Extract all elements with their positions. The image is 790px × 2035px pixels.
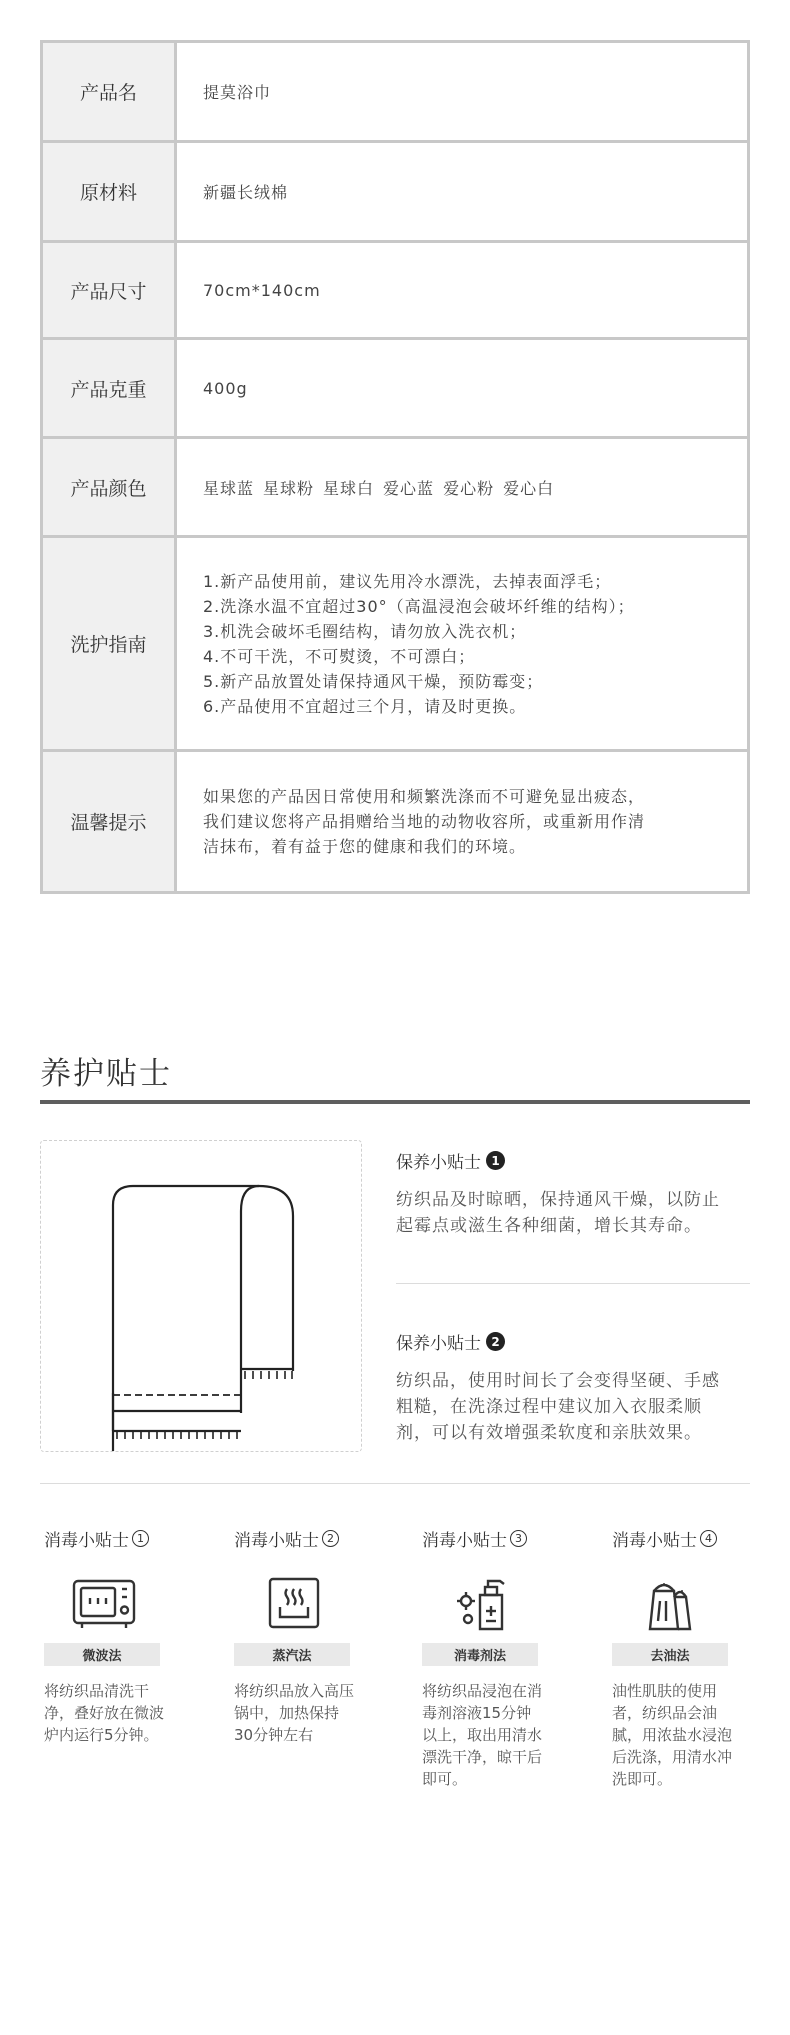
spec-value: 400g [203, 378, 248, 398]
method-label: 去油法 [612, 1643, 728, 1666]
spec-value: 新疆长绒棉 [203, 183, 289, 202]
spec-value [177, 752, 747, 891]
spec-row-material [43, 140, 747, 240]
tip-number-badge: 1 [486, 1151, 505, 1170]
towel-illustration-frame [40, 1140, 362, 1452]
tip-text-line: 起霉点或滋生各种细菌，增长其寿命。 [396, 1216, 702, 1236]
spec-row-care-guide [43, 535, 747, 749]
color-option: 爱心白 [503, 478, 555, 498]
tip-text-line: 纺织品及时晾晒，保持通风干燥，以防止 [396, 1190, 720, 1210]
care-tip-2 [396, 1329, 750, 1446]
care-guide-line: 3.机洗会破坏毛圈结构，请勿放入洗衣机； [203, 621, 527, 641]
disinfect-text-line: 以上，取出用清水 [422, 1726, 543, 1744]
disinfect-tip-1 [44, 1526, 204, 1746]
care-tip-1 [396, 1148, 750, 1239]
tip-text-line: 剂，可以有效增强柔软度和亲肤效果。 [396, 1423, 702, 1443]
color-option: 爱心粉 [443, 478, 495, 498]
disinfect-number: 2 [322, 1530, 339, 1547]
spec-label: 产品克重 [43, 340, 177, 436]
spec-label: 产品尺寸 [43, 243, 177, 337]
disinfect-text-line: 炉内运行5分钟。 [44, 1726, 159, 1744]
notice-line: 如果您的产品因日常使用和频繁洗涤而不可避免显出疲态， [203, 787, 646, 806]
spec-row-name [43, 43, 747, 140]
disinfect-text-line: 漂洗干净，晾干后 [422, 1748, 543, 1766]
disinfect-text-line: 将纺织品清洗干 [44, 1682, 150, 1700]
spec-row-size [43, 240, 747, 337]
disinfect-text-line: 30分钟左右 [234, 1726, 314, 1744]
disinfect-title: 消毒小贴士 [612, 1531, 697, 1551]
spec-value: 提莫浴巾 [203, 83, 272, 102]
disinfectant-bottle-icon [450, 1577, 514, 1633]
disinfect-text-line: 净，叠好放在微波 [44, 1704, 165, 1722]
method-label: 微波法 [44, 1643, 160, 1666]
care-guide-line: 4.不可干洗，不可熨烫，不可漂白； [203, 646, 476, 666]
spec-label: 原材料 [43, 143, 177, 240]
method-label: 消毒剂法 [422, 1643, 538, 1666]
section-divider [40, 1483, 750, 1484]
disinfect-text-line: 锅中，加热保持 [234, 1704, 340, 1722]
section-divider [40, 1100, 750, 1104]
disinfect-text-line: 洗即可。 [612, 1770, 673, 1788]
care-guide-line: 6.产品使用不宜超过三个月，请及时更换。 [203, 696, 527, 716]
color-option: 星球粉 [263, 478, 315, 498]
disinfect-tip-3 [422, 1526, 582, 1790]
disinfect-text-line: 油性肌肤的使用 [612, 1682, 718, 1700]
disinfect-text-line: 即可。 [422, 1770, 468, 1788]
spec-label: 产品颜色 [43, 439, 177, 535]
color-option: 爱心蓝 [383, 478, 435, 498]
disinfect-tip-2 [234, 1526, 394, 1746]
notice-line: 我们建议您将产品捐赠给当地的动物收容所，或重新用作清 [203, 812, 646, 831]
salt-shaker-icon [640, 1577, 704, 1633]
disinfect-text-line: 将纺织品浸泡在消 [422, 1682, 543, 1700]
microwave-icon [72, 1577, 136, 1633]
tip-number-badge: 2 [486, 1332, 505, 1351]
spec-row-weight [43, 337, 747, 436]
color-option: 星球蓝 [203, 478, 255, 498]
tip-title: 保养小贴士 [396, 1153, 481, 1173]
disinfect-title: 消毒小贴士 [234, 1531, 319, 1551]
color-option: 星球白 [323, 478, 375, 498]
care-guide-line: 5.新产品放置处请保持通风干燥，预防霉变； [203, 671, 544, 691]
spec-row-notice [43, 749, 747, 891]
spec-row-color [43, 436, 747, 535]
spec-value [177, 538, 747, 749]
care-guide-line: 2.洗涤水温不宜超过30°（高温浸泡会破坏纤维的结构）； [203, 596, 635, 616]
spec-value: 70cm*140cm [203, 280, 321, 300]
disinfect-title: 消毒小贴士 [44, 1531, 129, 1551]
steamer-icon [262, 1577, 326, 1633]
spec-label: 洗护指南 [43, 538, 177, 749]
care-guide-line: 1.新产品使用前，建议先用冷水漂洗，去掉表面浮毛； [203, 571, 612, 591]
tip-text-line: 粗糙，在洗涤过程中建议加入衣服柔顺 [396, 1397, 702, 1417]
notice-line: 洁抹布，着有益于您的健康和我们的环境。 [203, 837, 527, 856]
section-title: 养护贴士 [40, 1056, 172, 1092]
product-spec-table [40, 40, 750, 894]
disinfect-text-line: 腻，用浓盐水浸泡 [612, 1726, 733, 1744]
disinfect-text-line: 毒剂溶液15分钟 [422, 1704, 532, 1722]
disinfect-tip-4 [612, 1526, 772, 1790]
tip-text-line: 纺织品，使用时间长了会变得坚硬、手感 [396, 1371, 720, 1391]
method-label: 蒸汽法 [234, 1643, 350, 1666]
spec-label: 温馨提示 [43, 752, 177, 891]
disinfect-text-line: 者，纺织品会油 [612, 1704, 718, 1722]
spec-value-colors [177, 439, 747, 535]
towel-icon [41, 1141, 361, 1451]
disinfect-number: 4 [700, 1530, 717, 1547]
disinfect-number: 1 [132, 1530, 149, 1547]
tip-divider [396, 1283, 750, 1284]
disinfect-text-line: 将纺织品放入高压 [234, 1682, 355, 1700]
spec-label: 产品名 [43, 43, 177, 140]
disinfect-text-line: 后洗涤，用清水冲 [612, 1748, 733, 1766]
disinfect-number: 3 [510, 1530, 527, 1547]
tip-title: 保养小贴士 [396, 1334, 481, 1354]
disinfect-title: 消毒小贴士 [422, 1531, 507, 1551]
